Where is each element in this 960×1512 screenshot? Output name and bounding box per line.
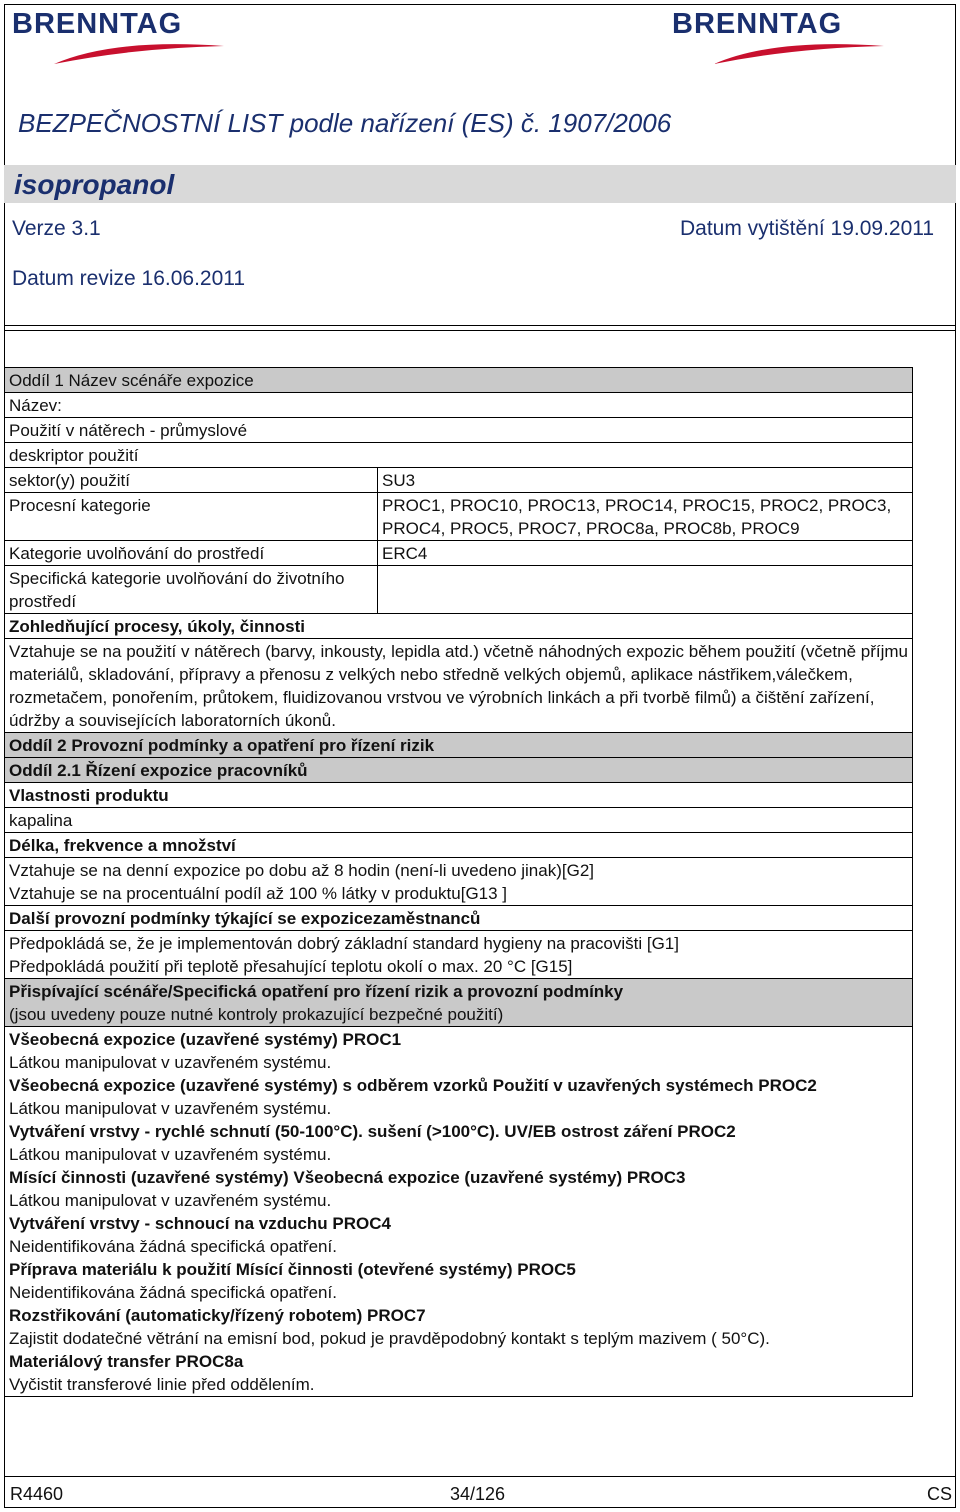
- logo-swoosh-icon: [714, 44, 884, 66]
- descriptor-label: deskriptor použití: [4, 442, 913, 467]
- language-code: CS: [926, 1484, 952, 1504]
- scenario-text: Látkou manipulovat v uzavřeném systému.: [9, 1145, 332, 1164]
- condition-line: Předpokládá se, že je implementován dobrý základní standard hygieny na pracovišti [G1]: [9, 934, 679, 953]
- product-bar: [4, 165, 956, 203]
- scenario-title: Mísící činnosti (uzavřené systémy) Všeobecná expozice (uzavřené systémy) PROC3: [9, 1168, 686, 1187]
- name-label: Název:: [4, 392, 913, 417]
- scenario-title: Příprava materiálu k použití Mísící činnosti (otevřené systémy) PROC5: [9, 1260, 576, 1279]
- duration-block: [4, 857, 913, 905]
- scenario-title: Materiálový transfer PROC8a: [9, 1352, 244, 1371]
- duration-line: Vztahuje se na procentuální podíl až 100 % látky v produktu[G13 ]: [9, 884, 508, 903]
- sector-row: [4, 467, 913, 492]
- scenario-text: Neidentifikována žádná specifická opatření.: [9, 1283, 337, 1302]
- scenario-title: Vytváření vrstvy - rychlé schnutí (50-100°C). sušení (>100°C). UV/EB ostrost záření PROC2: [9, 1122, 736, 1141]
- section2-1-heading: Oddíl 2.1 Řízení expozice pracovníků: [4, 757, 913, 782]
- brenntag-logo-right: [672, 6, 952, 64]
- scenario-text: Vyčistit transferové linie před oddělením.: [9, 1375, 315, 1394]
- header-divider: [4, 330, 956, 331]
- scenario-text: Látkou manipulovat v uzavřeném systému.: [9, 1191, 332, 1210]
- scenario-title: Rozstřikování (automaticky/řízený robotem) PROC7: [9, 1306, 426, 1325]
- process-label: Procesní kategorie: [9, 496, 151, 515]
- product-name: isopropanol: [14, 169, 175, 200]
- duration-line: Vztahuje se na denní expozice po dobu až 8 hodin (není-li uvedeno jinak)[G2]: [9, 861, 595, 880]
- scenario-title: Všeobecná expozice (uzavřené systémy) PROC1: [9, 1030, 402, 1049]
- print-date: Datum vytištění 19.09.2011: [680, 217, 935, 240]
- contributing-heading: [4, 978, 913, 1026]
- scenario-title: Vytváření vrstvy - schnoucí na vzduchu PROC4: [9, 1214, 391, 1233]
- process-category-row: [4, 492, 913, 540]
- document-code: R4460: [10, 1484, 64, 1504]
- scenario-text: Látkou manipulovat v uzavřeném systému.: [9, 1053, 332, 1072]
- process-value: PROC1, PROC10, PROC13, PROC14, PROC15, PROC2, PROC3, PROC4, PROC5, PROC7, PROC8a, PROC8b, PROC9: [377, 493, 912, 540]
- other-conditions-label: Další provozní podmínky týkající se expozicezaměstnanců: [4, 905, 913, 930]
- specific-release-row: [4, 565, 913, 613]
- scenario-text: Zajistit dodatečné větrání na emisní bod, pokud je pravděpodobný kontakt s teplým mazivem ( 50°C).: [9, 1329, 770, 1348]
- properties-label: Vlastnosti produktu: [4, 782, 913, 807]
- duration-label: Délka, frekvence a množství: [4, 832, 913, 857]
- release-label: Kategorie uvolňování do prostředí: [9, 544, 265, 563]
- page-number: 34/126: [450, 1484, 506, 1504]
- logo-swoosh-icon: [54, 44, 224, 66]
- processes-label: Zohledňující procesy, úkoly, činnosti: [4, 613, 913, 638]
- processes-text: Vztahuje se na použití v nátěrech (barvy, inkousty, lepidla atd.) včetně náhodných expozic během použití (včetně příjmu materiálů, skladování, přípravy a přenosu z velkých nebo středně velkých objemů, aplikace nástřikem,válečkem, rozmetačem, ponořením, průtokem, fluidizovanou vrstvou ve výrobních linkách a při tvorbě filmů) a čištění zařízení, údržby a souvisejících laboratorních úkonů.: [4, 638, 913, 732]
- logo-text: BRENNTAG: [672, 8, 843, 40]
- scenario-text: Látkou manipulovat v uzavřeném systému.: [9, 1099, 332, 1118]
- condition-line: Předpokládá použití při teplotě přesahující teplotu okolí o max. 20 °C [G15]: [9, 957, 573, 976]
- sector-label: sektor(y) použití: [9, 471, 130, 490]
- version: Verze 3.1: [12, 217, 101, 240]
- release-category-row: [4, 540, 913, 565]
- section2-heading: Oddíl 2 Provozní podmínky a opatření pro řízení rizik: [4, 732, 913, 757]
- specific-release-label: Specifická kategorie uvolňování do životního prostředí: [9, 569, 345, 611]
- revision-date: Datum revize 16.06.2011: [12, 267, 246, 290]
- section-heading: Oddíl 1 Název scénáře expozice: [4, 367, 913, 392]
- sector-value: SU3: [377, 468, 912, 492]
- scenario-title: Všeobecná expozice (uzavřené systémy) s odběrem vzorků Použití v uzavřených systémech PROC2: [9, 1076, 817, 1095]
- brenntag-logo-left: [12, 6, 272, 64]
- scenarios-block: [4, 1026, 913, 1397]
- header-divider: [4, 325, 956, 326]
- footer: [4, 1480, 956, 1508]
- other-conditions-block: [4, 930, 913, 978]
- contributing-note: (jsou uvedeny pouze nutné kontroly prokazující bezpečné použití): [9, 1005, 504, 1024]
- release-value: ERC4: [377, 541, 912, 565]
- specific-release-value: [377, 566, 912, 613]
- contributing-label: Přispívající scénáře/Specifická opatření pro řízení rizik a provozní podmínky: [9, 982, 624, 1001]
- logo-text: BRENNTAG: [12, 8, 183, 40]
- name-value: Použití v nátěrech - průmyslové: [4, 417, 913, 442]
- footer-divider: [4, 1476, 956, 1477]
- exposure-scenario-table: [4, 367, 913, 1397]
- document-title: BEZPEČNOSTNÍ LIST podle nařízení (ES) č. 1907/2006: [18, 108, 672, 138]
- properties-value: kapalina: [4, 807, 913, 832]
- scenario-text: Neidentifikována žádná specifická opatření.: [9, 1237, 337, 1256]
